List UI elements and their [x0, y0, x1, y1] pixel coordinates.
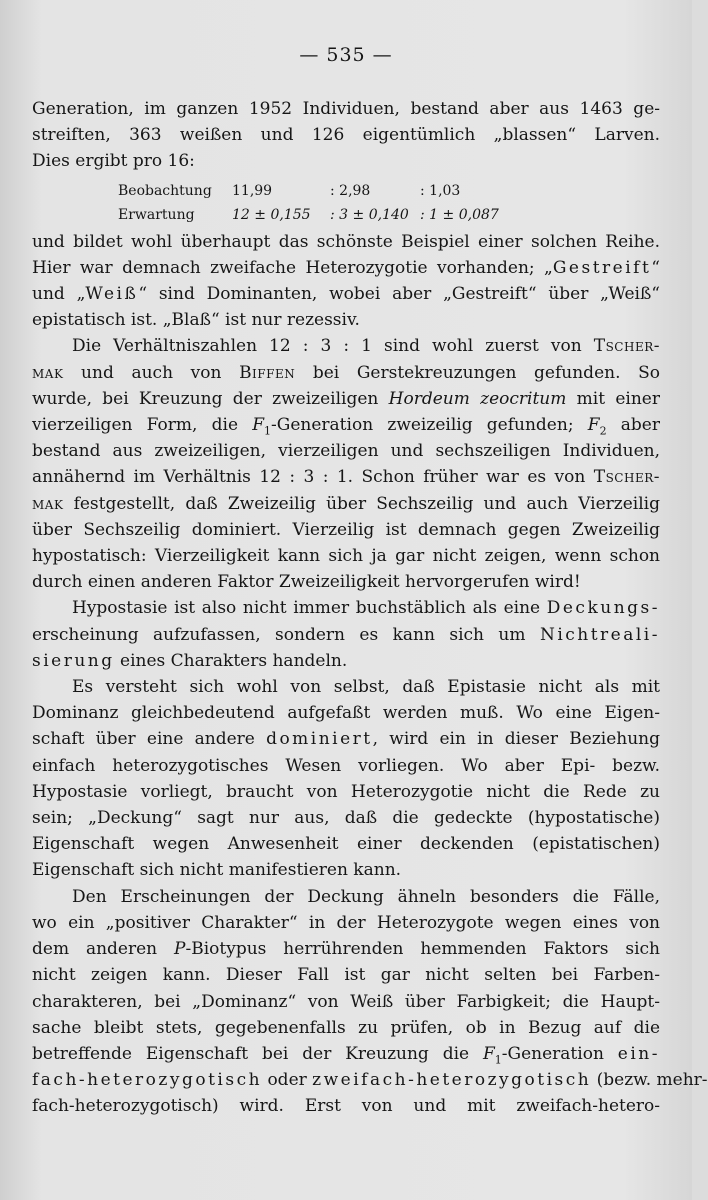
- row-erwartung: [118, 203, 660, 227]
- body-text: [32, 96, 708, 1120]
- text-line: [32, 386, 660, 412]
- text-line: [32, 1067, 708, 1093]
- text-line: [32, 648, 660, 674]
- spaced-word: Gestreift: [552, 257, 652, 278]
- text-line: [32, 281, 660, 307]
- row-beobachtung: [118, 179, 660, 203]
- paragraph-6: [32, 884, 708, 1120]
- text-span: , wird ein in dieser Beziehung: [372, 729, 660, 750]
- parent-symbol: P: [174, 939, 186, 960]
- text-line: [32, 595, 660, 621]
- text-span: Die Verhältniszahlen 12 : 3 : 1 sind wohl zuerst von: [72, 336, 594, 357]
- text-line: Eigenschaft sich nicht manifestieren kann.: [32, 860, 402, 881]
- text-line: hypostatisch: Vierzeiligkeit kann sich ja gar nicht zeigen, wenn schon: [32, 546, 660, 567]
- spaced-word: dominiert: [266, 729, 373, 750]
- value-a: 12 ± 0,155: [232, 206, 311, 223]
- text-line: Es versteht sich wohl von selbst, daß Epistasie nicht als mit: [72, 677, 660, 698]
- author-name: mak: [32, 362, 64, 383]
- text-line: und bildet wohl überhaupt das schönste Beispiel einer solchen Reihe.: [32, 231, 660, 252]
- text-line: [32, 333, 660, 359]
- text-line: [32, 464, 660, 490]
- text-line: einfach heterozygotisches Wesen vorliegen. Wo aber Epi- bezw.: [32, 755, 660, 776]
- text-line: Dies ergibt pro 16:: [32, 151, 195, 172]
- ratio-table: [118, 179, 660, 227]
- text-line: Generation, im ganzen 1952 Individuen, bestand aber aus 1463 ge-: [32, 99, 660, 119]
- value-c: : 1 ± 0,087: [420, 206, 499, 223]
- text-line: Eigenschaft wegen Anwesenheit einer deckenden (epistatischen): [32, 834, 660, 855]
- subscript: 1: [494, 1053, 502, 1067]
- spaced-word: Weiß: [85, 284, 139, 305]
- spaced-word: sierung: [32, 650, 115, 671]
- generation-symbol: F: [482, 1043, 495, 1064]
- value-a: 11,99: [232, 182, 273, 199]
- text-span: und „: [32, 284, 86, 305]
- spaced-word: Nichtreali-: [539, 624, 660, 645]
- text-line: [32, 255, 660, 281]
- text-line: über Sechszeilig dominiert. Vierzeilig ist demnach gegen Zweizeilig: [32, 519, 660, 540]
- subscript: 1: [264, 424, 272, 438]
- text-span: “: [651, 257, 660, 278]
- row-label: Erwartung: [118, 206, 195, 223]
- value-b: : 3 ± 0,140: [330, 206, 409, 223]
- text-span: aber: [606, 415, 660, 436]
- text-line: [32, 412, 660, 438]
- spaced-word: zweifach-heterozygotisch: [312, 1070, 592, 1091]
- generation-symbol: F: [252, 415, 265, 436]
- species-name: Hordeum zeocritum: [388, 388, 567, 409]
- paragraph-5: [32, 674, 660, 884]
- text-line: [32, 1041, 660, 1067]
- text-span: Hypostasie ist also nicht immer buchstäblich als eine: [72, 598, 547, 619]
- text-span: bei Gerstekreuzungen gefunden. So: [295, 362, 660, 383]
- text-line: nicht zeigen kann. Dieser Fall ist gar nicht selten bei Farben-: [32, 965, 660, 986]
- text-line: [32, 491, 660, 517]
- text-span: (bezw. mehr-: [591, 1070, 708, 1091]
- text-span: oder: [262, 1070, 313, 1091]
- text-span: -Generation: [501, 1043, 618, 1064]
- text-line: Hypostasie vorliegt, braucht von Heterozygotie nicht die Rede zu: [32, 781, 660, 802]
- author-name: Tscher-: [593, 336, 660, 357]
- spaced-word: Deckungs-: [546, 598, 660, 619]
- paragraph-3: [32, 333, 660, 595]
- value-b: : 2,98: [330, 182, 371, 199]
- text-line: wo ein „positiver Charakter“ in der Heterozygote wegen eines von: [32, 912, 660, 933]
- text-line: [32, 622, 660, 648]
- text-line: fach-heterozygotisch) wird. Erst von und mit zweifach-hetero-: [32, 1096, 660, 1117]
- text-line: [32, 936, 660, 962]
- text-line: Den Erscheinungen der Deckung ähneln besonders die Fälle,: [72, 886, 660, 907]
- text-line: [32, 726, 660, 752]
- page-number: — 535 —: [299, 44, 393, 66]
- text-span: annähernd im Verhältnis 12 : 3 : 1. Schon früher war es von: [32, 467, 594, 488]
- text-span: -Generation zweizeilig gefunden;: [271, 415, 588, 436]
- text-line: charakteren, bei „Dominanz“ von Weiß über Farbigkeit; die Haupt-: [32, 991, 660, 1012]
- text-line: streiften, 363 weißen und 126 eigentümlich „blassen“ Larven.: [32, 125, 660, 146]
- author-name: Tscher-: [593, 467, 660, 488]
- spaced-word: fach-heterozygotisch: [32, 1070, 263, 1091]
- text-span: mit einer: [566, 388, 660, 409]
- text-span: wurde, bei Kreuzung der zweizeiligen: [32, 388, 389, 409]
- text-span: Hier war demnach zweifache Heterozygotie vorhanden; „: [32, 257, 553, 278]
- paragraph-4: [32, 595, 660, 674]
- text-span: -Biotypus herrührenden hemmenden Faktors sich: [185, 939, 660, 960]
- text-span: dem anderen: [32, 939, 175, 960]
- spaced-word: ein-: [617, 1043, 660, 1064]
- text-span: eines Charakters handeln.: [114, 650, 348, 671]
- author-name: Biffen: [239, 362, 296, 383]
- subscript: 2: [599, 424, 607, 438]
- paragraph-2: [32, 229, 660, 334]
- text-line: bestand aus zweizeiligen, vierzeiligen und sechszeiligen Individuen,: [32, 441, 660, 462]
- author-name: mak: [32, 493, 64, 514]
- text-line: [32, 360, 660, 386]
- text-span: und auch von: [63, 362, 240, 383]
- text-line: durch einen anderen Faktor Zweizeiligkeit hervorgerufen wird!: [32, 572, 581, 593]
- generation-symbol: F: [587, 415, 600, 436]
- text-span: schaft über eine andere: [32, 729, 267, 750]
- paragraph-1: [32, 96, 660, 175]
- text-line: Dominanz gleichbedeutend aufgefaßt werden muß. Wo eine Eigen-: [32, 703, 660, 724]
- text-line: epistatisch ist. „Blaß“ ist nur rezessiv.: [32, 310, 360, 331]
- text-line: sein; „Deckung“ sagt nur aus, daß die gedeckte (hypostatische): [32, 808, 660, 829]
- text-line: sache bleibt stets, gegebenenfalls zu prüfen, ob in Bezug auf die: [32, 1017, 660, 1038]
- text-span: festgestellt, daß Zweizeilig über Sechszeilig und auch Vierzeilig: [63, 493, 660, 514]
- text-span: erscheinung aufzufassen, sondern es kann sich um: [32, 624, 540, 645]
- text-span: betreffende Eigenschaft bei der Kreuzung die: [32, 1043, 483, 1064]
- text-span: “ sind Dominanten, wobei aber „Gestreift“ über „Weiß“: [138, 284, 660, 305]
- row-label: Beobachtung: [118, 182, 212, 199]
- text-span: vierzeiligen Form, die: [32, 415, 253, 436]
- value-c: : 1,03: [420, 182, 461, 199]
